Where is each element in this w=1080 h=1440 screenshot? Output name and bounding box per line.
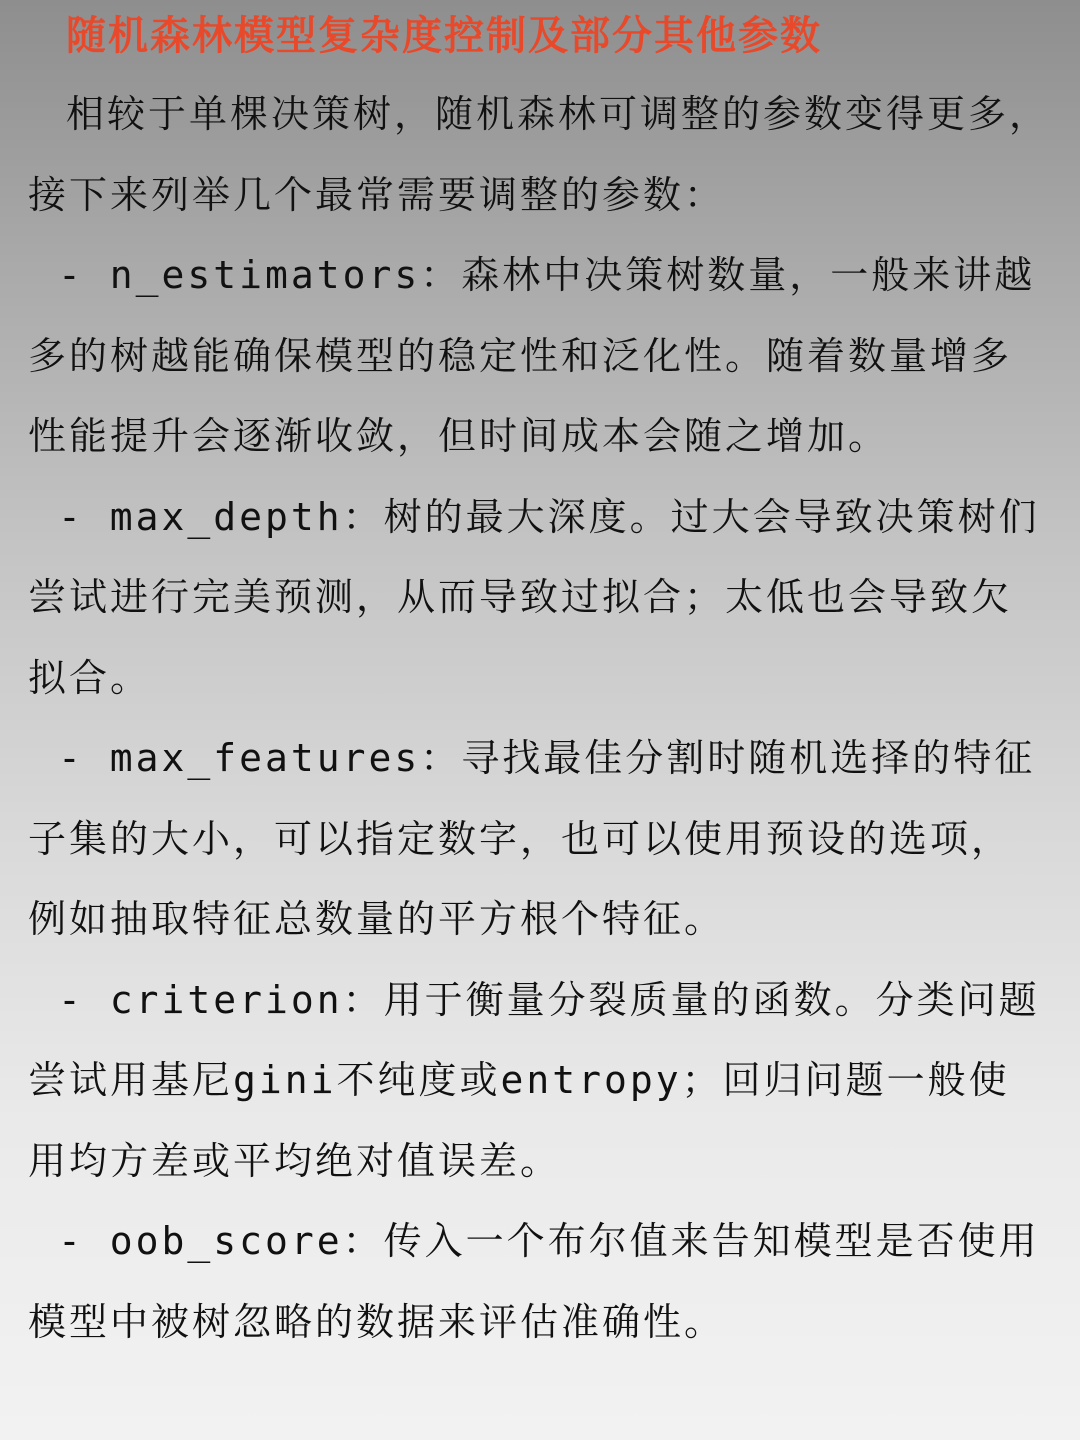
param-oob-score: - oob_score：传入一个布尔值来告知模型是否使用模型中被树忽略的数据来评估准确性。 [28,1219,1040,1344]
param-criterion: - criterion：用于衡量分裂质量的函数。分类问题尝试用基尼gini不纯度或entropy；回归问题一般使用均方差或平均绝对值误差。 [28,977,1040,1183]
param-max-features: - max_features：寻找最佳分割时随机选择的特征子集的大小，可以指定数字，也可以使用预设的选项，例如抽取特征总数量的平方根个特征。 [28,736,1036,941]
page-title: 随机森林模型复杂度控制及部分其他参数 [66,13,822,59]
param-max-depth: - max_depth：树的最大深度。过大会导致决策树们尝试进行完美预测，从而导致过拟合；太低也会导致欠拟合。 [28,494,1040,700]
intro-paragraph: 相较于单棵决策树，随机森林可调整的参数变得更多，接下来列举几个最常需要调整的参数： [28,92,1051,217]
param-n-estimators: - n_estimators：森林中决策树数量，一般来讲越多的树越能确保模型的稳定性和泛化性。随着数量增多性能提升会逐渐收敛，但时间成本会随之增加。 [28,253,1036,458]
